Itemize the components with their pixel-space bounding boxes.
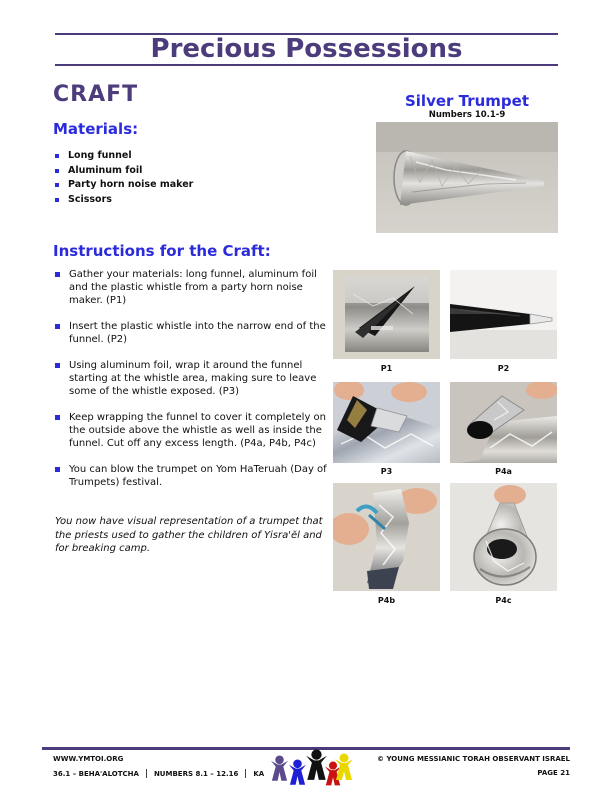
photo-label-p3: P3: [380, 467, 393, 476]
material-item: Long funnel: [55, 149, 193, 164]
footer-right: [377, 755, 570, 777]
materials-heading: Materials:: [53, 120, 139, 138]
closing-note: You now have visual representation of a trumpet that the priests used to gather the children of Yisra'ĕl and for breaking camp.: [55, 516, 323, 554]
footer-left: [53, 755, 264, 778]
step-photo-p4a: [450, 382, 557, 463]
footer-page-number: PAGE 21: [537, 769, 570, 777]
instructions-heading: Instructions for the Craft:: [53, 242, 271, 260]
instruction-step: Using aluminum foil, wrap it around the funnel starting at the whistle area, making sure to leave some of the whistle exposed. (P3): [55, 359, 329, 398]
header-rule-bottom: [55, 64, 558, 66]
footer-website: WWW.YMTOI.ORG: [53, 755, 124, 763]
step-photo-p3: [333, 382, 440, 463]
material-item: Aluminum foil: [55, 164, 193, 179]
photo-label-p1: P1: [380, 364, 393, 373]
footer-separator: [245, 769, 246, 778]
craft-name: Silver Trumpet: [404, 92, 530, 110]
photo-label-p4a: P4a: [495, 467, 512, 476]
material-item: Scissors: [55, 193, 193, 208]
footer-separator: [146, 769, 147, 778]
material-item: Party horn noise maker: [55, 178, 193, 193]
finished-trumpet-photo: [376, 122, 558, 233]
footer-lesson-line: [53, 769, 264, 778]
footer-lesson: 36.1 – BEHA'ALOTCHA: [53, 769, 139, 778]
instructions-list: [55, 268, 329, 502]
photo-label-p4b: P4b: [377, 596, 396, 605]
ymtoi-logo-icon: [268, 748, 352, 790]
photo-label-p2: P2: [497, 364, 510, 373]
materials-list: [55, 149, 193, 207]
instruction-step: Keep wrapping the funnel to cover it completely on the outside above the whistle as well as inside the funnel. Cut off any excess length. (P4a, P4b, P4c): [55, 411, 329, 450]
step-photo-p2: [450, 270, 557, 359]
instruction-step: Gather your materials: long funnel, aluminum foil and the plastic whistle from a party horn noise maker. (P1): [55, 268, 329, 307]
footer-scripture: NUMBERS 8.1 – 12.16: [153, 769, 239, 778]
step-photo-p4b: [333, 483, 440, 591]
instruction-step: You can blow the trumpet on Yom HaTeruah (Day of Trumpets) festival.: [55, 463, 329, 489]
photo-label-p4c: P4c: [495, 596, 512, 605]
step-photo-p4c: [450, 483, 557, 591]
instruction-step: Insert the plastic whistle into the narrow end of the funnel. (P2): [55, 320, 329, 346]
footer-copyright: © YOUNG MESSIANIC TORAH OBSERVANT ISRAEL: [377, 755, 570, 763]
step-photo-p1: [333, 270, 440, 359]
scripture-reference: Numbers 10.1-9: [428, 110, 506, 120]
footer-level: KA: [253, 769, 265, 778]
section-heading-craft: CRAFT: [53, 82, 139, 107]
page-title: Precious Possessions: [150, 34, 463, 64]
